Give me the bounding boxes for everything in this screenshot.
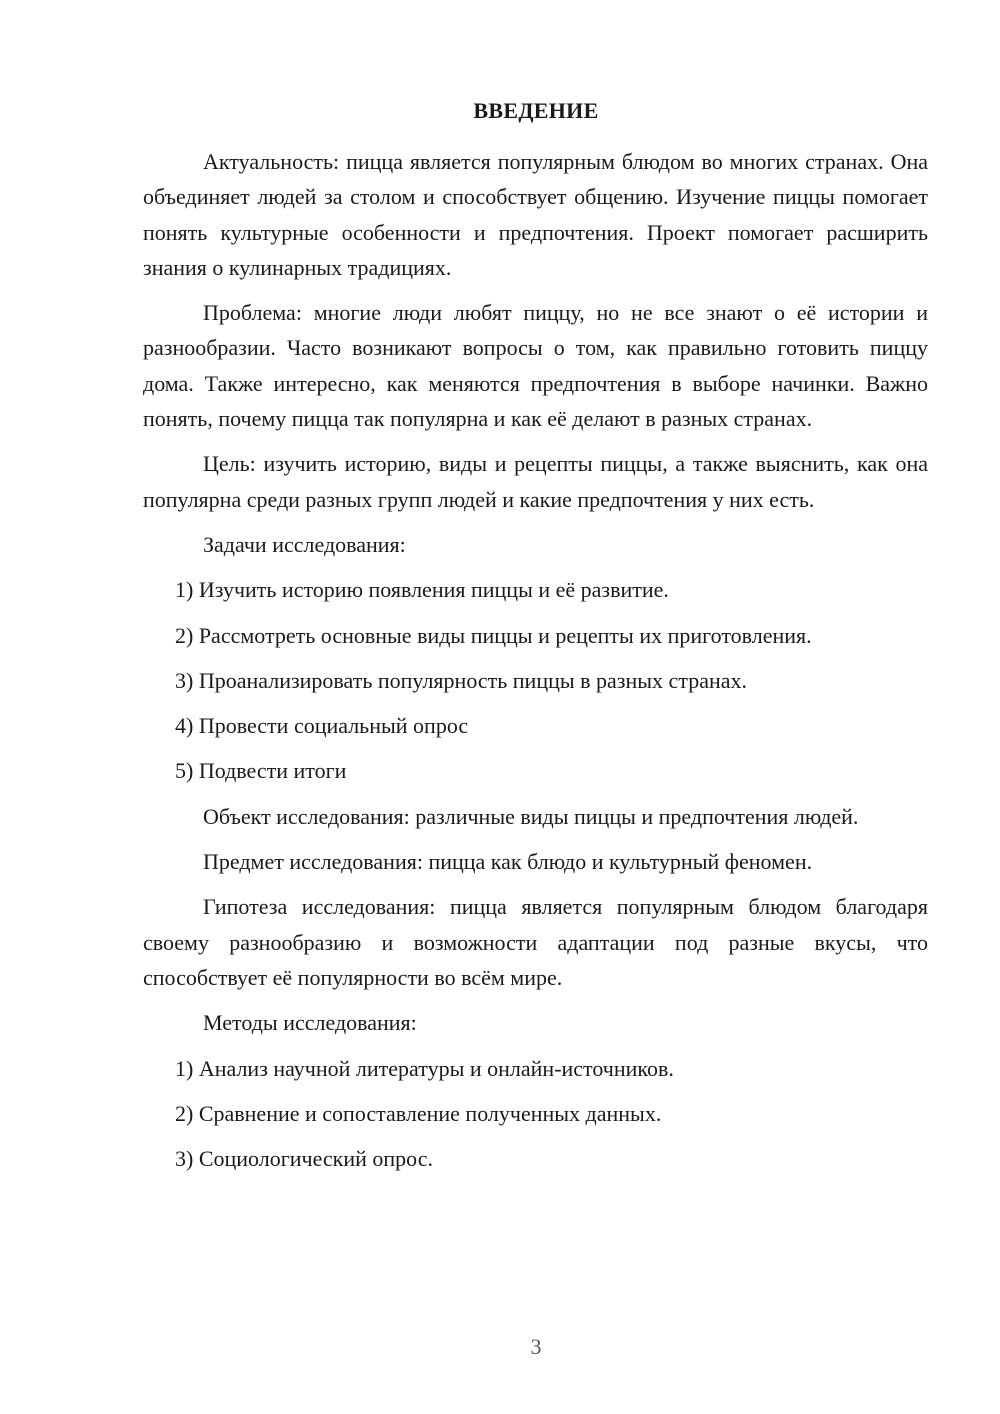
object-paragraph: Объект исследования: различные виды пиццы и предпочтения людей.: [203, 803, 859, 829]
task-item: 4) Провести социальный опрос: [175, 713, 469, 739]
page-title: ВВЕДЕНИЕ: [473, 98, 599, 123]
document-body: [143, 144, 928, 1176]
hypothesis-paragraph: Гипотеза исследования: пицца является популярным блюдом благодаря своему разнообразию и возможности адаптации под разные вкусы, что способствует её популярности во всём мире.: [143, 894, 928, 990]
method-item: 1) Анализ научной литературы и онлайн-источников.: [175, 1055, 674, 1081]
task-item: 5) Подвести итоги: [175, 758, 347, 784]
goal-paragraph: Цель: изучить историю, виды и рецепты пиццы, а также выяснить, как она популярна среди разных групп людей и какие предпочтения у них есть.: [143, 451, 928, 512]
task-item: 2) Рассмотреть основные виды пиццы и рецепты их приготовления.: [175, 622, 812, 648]
tasks-heading: Задачи исследования:: [203, 531, 406, 557]
problem-paragraph: Проблема: многие люди любят пиццу, но не все знают о её истории и разнообразии. Часто возникают вопросы о том, как правильно готовить пиццу дома. Также интересно, как меняются предпочтения в выборе начинки. Важно понять, почему пицца так популярна и как её делают в разных странах.: [143, 300, 928, 432]
method-item: 2) Сравнение и сопоставление полученных данных.: [175, 1100, 662, 1126]
relevance-paragraph: Актуальность: пицца является популярным блюдом во многих странах. Она объединяет людей за столом и способствует общению. Изучение пиццы помогает понять культурные особенности и предпочтения. Проект помогает расширить знания о кулинарных традициях.: [143, 149, 928, 280]
methods-heading: Методы исследования:: [203, 1010, 417, 1036]
method-item: 3) Социологический опрос.: [175, 1146, 433, 1172]
page-number: 3: [530, 1334, 542, 1359]
task-item: 3) Проанализировать популярность пиццы в разных странах.: [175, 667, 747, 693]
subject-paragraph: Предмет исследования: пицца как блюдо и культурный феномен.: [203, 849, 813, 875]
task-item: 1) Изучить историю появления пиццы и её развитие.: [175, 577, 669, 603]
